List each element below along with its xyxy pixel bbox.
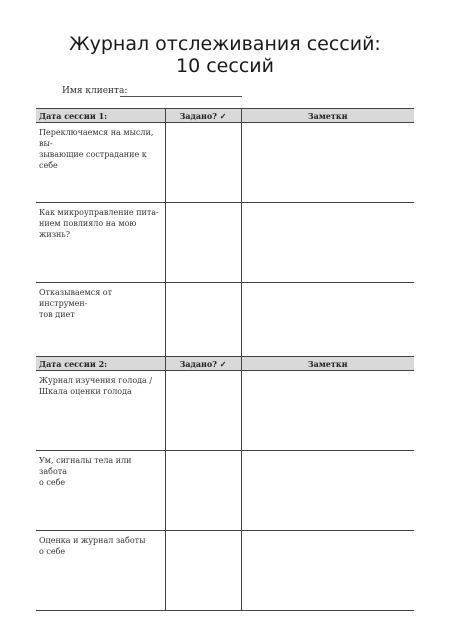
notes-header: Заметки xyxy=(241,109,414,123)
session-table-header xyxy=(36,357,414,371)
topic-text-line: нием повлияло на мою жизнь? xyxy=(39,219,137,239)
table-row xyxy=(36,451,414,531)
topic-cell xyxy=(36,531,165,611)
topic-text-line: Журнал изучения голода / xyxy=(39,376,153,385)
topic-text-line: Шкала оценки голода xyxy=(39,387,132,396)
topic-text-line: Отказываемся от инструмен- xyxy=(39,288,113,308)
assigned-cell[interactable] xyxy=(165,123,241,203)
table-row xyxy=(36,531,414,611)
notes-cell[interactable] xyxy=(241,371,414,451)
notes-cell[interactable] xyxy=(241,203,414,283)
notes-cell[interactable] xyxy=(241,451,414,531)
notes-cell[interactable] xyxy=(241,123,414,203)
assigned-cell[interactable] xyxy=(165,531,241,611)
assigned-header: Задано? ✓ xyxy=(165,357,241,371)
topic-cell xyxy=(36,283,165,363)
topic-text-line: зывающие сострадание к себе xyxy=(39,150,147,170)
session-table-2 xyxy=(36,356,414,611)
topic-cell xyxy=(36,451,165,531)
table-row xyxy=(36,123,414,203)
page-title-line-1: Журнал отслеживания сессий: xyxy=(69,33,381,55)
topic-text-line: Переключаемся на мысли, вы- xyxy=(39,128,154,148)
topic-cell xyxy=(36,371,165,451)
topic-cell xyxy=(36,203,165,283)
topic-text-line: о себе xyxy=(39,478,66,487)
assigned-cell[interactable] xyxy=(165,203,241,283)
topic-text-line: о себе xyxy=(39,547,66,556)
session-date-header: Дата сессии 2: xyxy=(36,357,165,371)
table-row xyxy=(36,371,414,451)
notes-cell[interactable] xyxy=(241,283,414,363)
session-table-header xyxy=(36,109,414,123)
notes-cell[interactable] xyxy=(241,531,414,611)
table-row xyxy=(36,283,414,363)
client-name-field[interactable] xyxy=(120,96,242,97)
table-row xyxy=(36,203,414,283)
topic-text-line: Ум, сигналы тела или забота xyxy=(39,456,132,476)
topic-text-line: Оценка и журнал заботы xyxy=(39,536,146,545)
page-title xyxy=(0,33,450,77)
page-title-line-2: 10 сессий xyxy=(176,55,274,77)
session-date-header: Дата сессии 1: xyxy=(36,109,165,123)
session-table-1 xyxy=(36,108,414,363)
notes-header: Заметки xyxy=(241,357,414,371)
assigned-cell[interactable] xyxy=(165,451,241,531)
client-name-label: Имя клиента: xyxy=(62,86,128,96)
topic-text-line: Как микроуправление пита- xyxy=(39,208,159,217)
assigned-cell[interactable] xyxy=(165,371,241,451)
assigned-cell[interactable] xyxy=(165,283,241,363)
topic-cell xyxy=(36,123,165,203)
topic-text-line: тов диет xyxy=(39,310,75,319)
assigned-header: Задано? ✓ xyxy=(165,109,241,123)
